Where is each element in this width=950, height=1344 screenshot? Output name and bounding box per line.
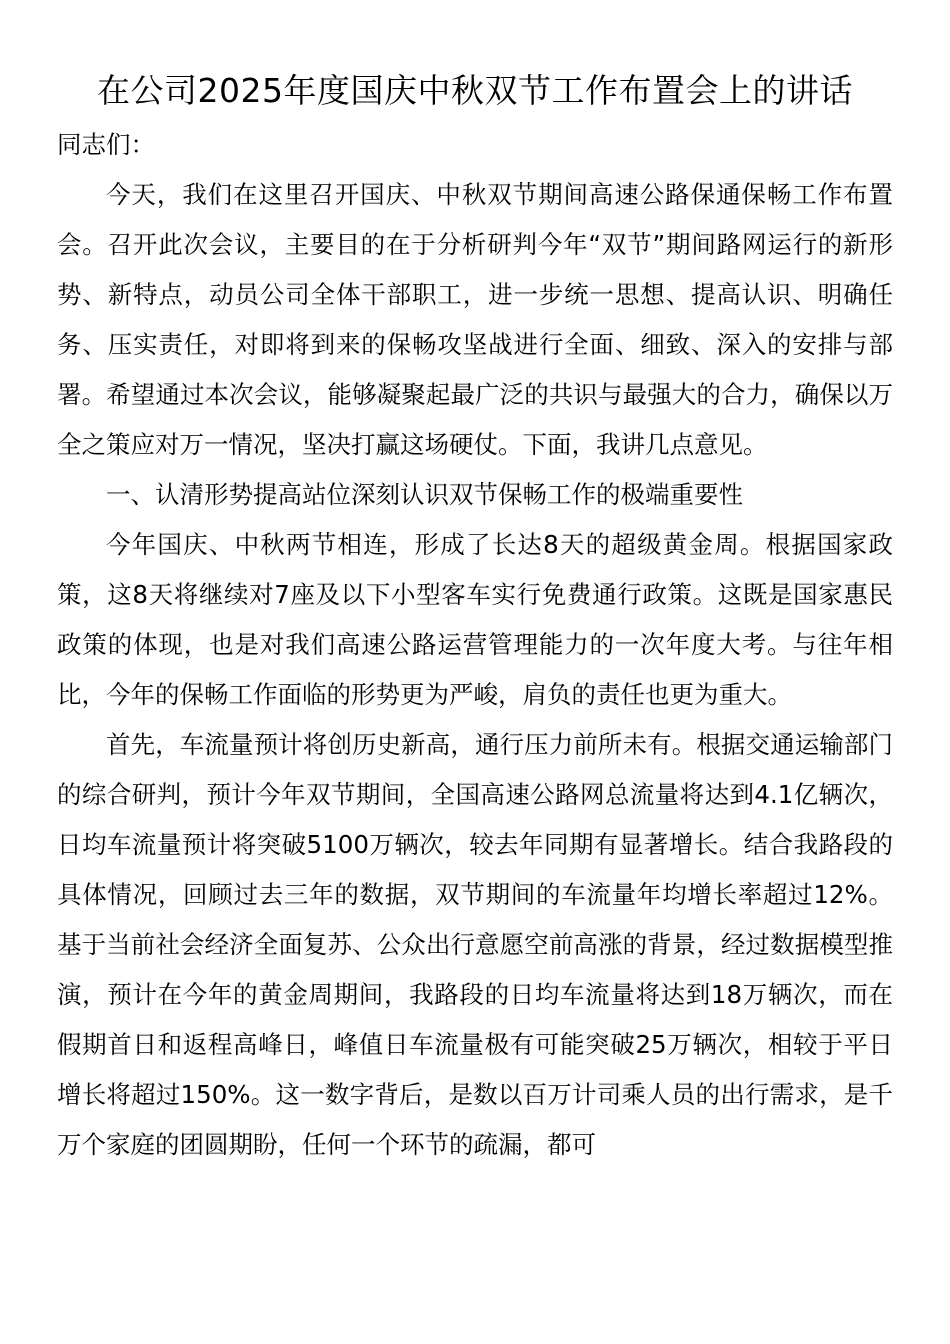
document-body	[57, 120, 893, 1170]
intro-paragraph: 今天，我们在这里召开国庆、中秋双节期间高速公路保通保畅工作布置会。召开此次会议，主要目的在于分析研判今年“双节”期间路网运行的新形势、新特点，动员公司全体干部职工，进一步统一思想、提高认识、明确任务、压实责任，对即将到来的保畅攻坚战进行全面、细致、深入的安排与部署。希望通过本次会议，能够凝聚起最广泛的共识与最强大的合力，确保以万全之策应对万一情况，坚决打赢这场硬仗。下面，我讲几点意见。	[57, 180, 893, 459]
document-title: 在公司2025年度国庆中秋双节工作布置会上的讲话	[97, 71, 853, 110]
salutation: 同志们：	[57, 130, 155, 159]
section1-paragraph-2: 首先，车流量预计将创历史新高，通行压力前所未有。根据交通运输部门的综合研判，预计今年双节期间，全国高速公路网总流量将达到4.1亿辆次，日均车流量预计将突破5100万辆次，较去年同期有显著增长。结合我路段的具体情况，回顾过去三年的数据，双节期间的车流量年均增长率超过12%。基于当前社会经济全面复苏、公众出行意愿空前高涨的背景，经过数据模型推演，预计在今年的黄金周期间，我路段的日均车流量将达到18万辆次，而在假期首日和返程高峰日，峰值日车流量极有可能突破25万辆次，相较于平日增长将超过150%。这一数字背后，是数以百万计司乘人员的出行需求，是千万个家庭的团圆期盼，任何一个环节的疏漏，都可	[57, 730, 893, 1159]
section-heading-1: 一、认清形势提高站位深刻认识双节保畅工作的极端重要性	[106, 480, 743, 509]
section1-paragraph-1: 今年国庆、中秋两节相连，形成了长达8天的超级黄金周。根据国家政策，这8天将继续对7座及以下小型客车实行免费通行政策。这既是国家惠民政策的体现，也是对我们高速公路运营管理能力的一次年度大考。与往年相比，今年的保畅工作面临的形势更为严峻，肩负的责任也更为重大。	[57, 530, 893, 709]
